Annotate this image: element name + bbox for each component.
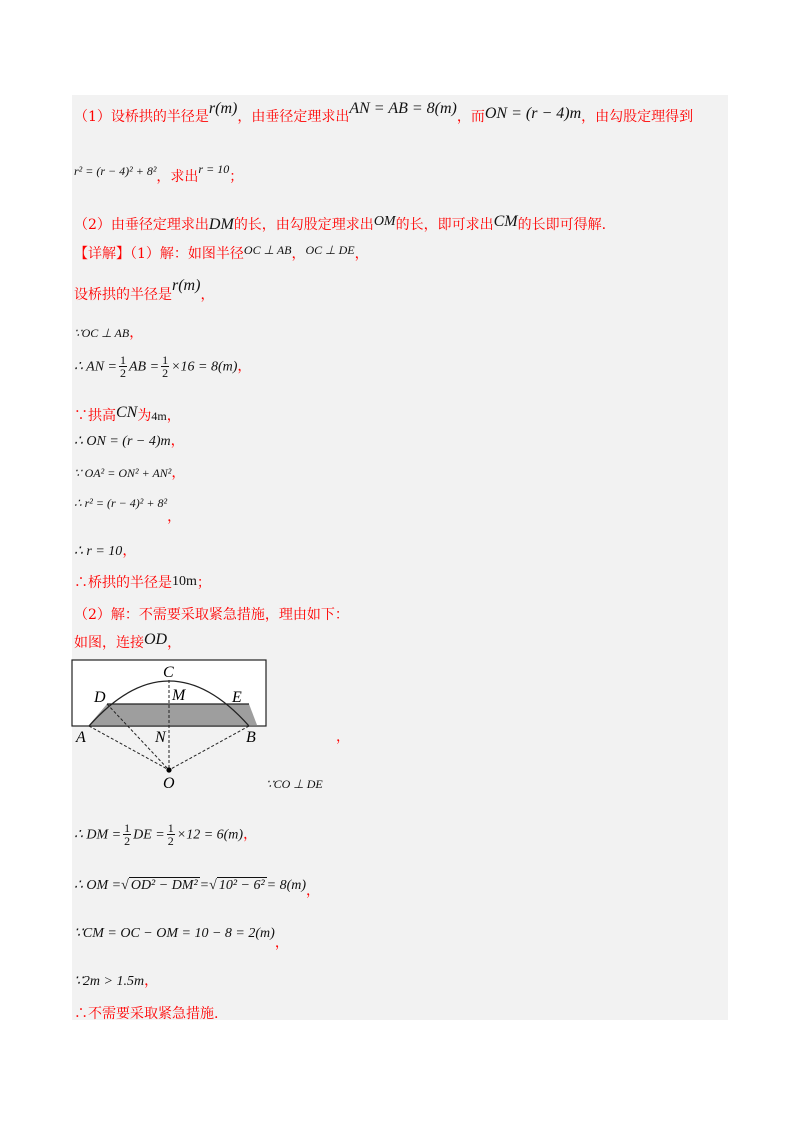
label-a: A	[76, 729, 86, 746]
text: ，	[144, 973, 159, 989]
detail-line-10	[74, 572, 211, 592]
math: DE =	[133, 827, 165, 843]
detail-line-5	[74, 405, 181, 425]
point-o	[166, 767, 171, 772]
denominator: 2	[124, 834, 131, 848]
line-bo	[169, 726, 249, 770]
comma-after-figure	[336, 726, 350, 746]
math-om: OM	[373, 214, 396, 229]
text: 【详解】（1）解：如图半径	[74, 246, 244, 262]
sqrt-symbol: √	[209, 878, 217, 893]
fraction	[161, 354, 169, 379]
label-d: D	[94, 689, 106, 706]
math-10m: 10m	[172, 574, 197, 589]
text: （2）由垂径定理求出	[74, 217, 209, 233]
text: ，	[171, 465, 186, 481]
text: ，	[274, 935, 289, 951]
text: ∵拱高	[74, 408, 116, 424]
math-oc-ab: OC ⊥ AB	[243, 243, 292, 257]
math: ∴ r = 10	[74, 544, 123, 559]
math: = 8(m)	[266, 878, 307, 893]
detail-line-13	[266, 776, 323, 792]
text: 如图，连接	[74, 635, 144, 651]
text: ，	[354, 246, 369, 262]
math-cn: CN	[116, 404, 138, 421]
text: ∴桥拱的半径是	[74, 575, 172, 591]
text: ，	[200, 287, 215, 303]
math: ×16 = 8(m)	[171, 359, 238, 375]
math: ∵CM = OC − OM = 10 − 8 = 2(m)	[74, 926, 275, 941]
sqrt-symbol: √	[121, 878, 129, 893]
math-r: r(m)	[172, 277, 201, 294]
text: ，	[336, 729, 350, 745]
fraction	[119, 354, 127, 379]
analysis-line-1	[74, 100, 694, 126]
detail-line-15	[74, 874, 321, 899]
sqrt-content: OD² − DM²	[130, 878, 198, 893]
text: （1）设桥拱的半径是	[74, 109, 209, 125]
fraction	[123, 822, 131, 847]
fraction	[167, 822, 175, 847]
detail-line-4	[74, 354, 251, 379]
detail-line-6	[74, 430, 185, 450]
text: ，	[291, 246, 306, 262]
detail-line-1	[74, 243, 369, 263]
text: ，由勾股定理得到	[581, 109, 694, 125]
math: ∴ AN =	[74, 359, 117, 375]
label-c: C	[163, 664, 174, 681]
text: ，	[122, 543, 137, 559]
denominator: 2	[120, 366, 126, 380]
detail-line-9	[74, 540, 136, 560]
bridge-arch-diagram	[68, 658, 278, 790]
detail-line-14	[74, 822, 257, 847]
numerator: 1	[124, 821, 131, 835]
math-4m: 4m	[151, 409, 167, 423]
math: ∵OC ⊥ AB	[74, 326, 130, 340]
text: 的长，即可求出	[395, 217, 494, 233]
math-cm: CM	[493, 213, 518, 230]
text: ，而	[456, 109, 485, 125]
math: ×12 = 6(m)	[176, 827, 244, 843]
analysis-line-3	[74, 214, 606, 234]
numerator: 1	[167, 821, 174, 835]
text: 的长，由勾股定理求出	[233, 217, 374, 233]
math-eq: r² = (r − 4)² + 8²	[74, 164, 157, 178]
detail-line-12	[74, 632, 181, 652]
denominator: 2	[167, 834, 174, 848]
analysis-line-2	[74, 162, 244, 186]
text: ；	[229, 169, 244, 185]
math: ∴ r² = (r − 4)² + 8²	[74, 496, 168, 510]
math: ∴ OM =	[74, 878, 122, 893]
text: ；	[196, 575, 211, 591]
label-m: M	[172, 687, 186, 704]
label-o: O	[163, 775, 175, 790]
text: ，	[237, 358, 252, 375]
numerator: 1	[162, 353, 169, 367]
text: ∴不需要采取紧急措施.	[74, 1006, 219, 1022]
text: ，	[166, 408, 181, 424]
math-on: ON = (r − 4)m	[484, 105, 582, 122]
math: ∴ DM =	[74, 827, 122, 843]
text: ，求出	[156, 169, 199, 185]
math: ∴ ON = (r − 4)m	[74, 434, 171, 449]
text: （2）解：不需要采取紧急措施，理由如下：	[74, 607, 349, 623]
math: ∵ OA² = ON² + AN²	[74, 466, 172, 480]
text: ，	[167, 635, 182, 651]
math: ∵CO ⊥ DE	[266, 777, 323, 791]
sqrt-content: 10² − 6²	[218, 878, 265, 893]
math-r10: r = 10	[198, 162, 230, 176]
label-n: N	[155, 729, 166, 746]
detail-line-16	[74, 922, 289, 951]
label-b: B	[246, 729, 256, 746]
text: 的长即可得解.	[517, 217, 607, 233]
text: ，	[129, 325, 144, 341]
text: ，由垂径定理求出	[237, 109, 350, 125]
math: AB =	[129, 359, 160, 375]
shaded-region	[89, 704, 257, 725]
math-oc-de: OC ⊥ DE	[305, 243, 355, 257]
math-r: r(m)	[208, 100, 238, 117]
text: ，	[306, 883, 321, 899]
detail-line-7	[74, 462, 185, 482]
label-e: E	[232, 689, 242, 706]
detail-line-8	[74, 492, 182, 525]
text: ，	[243, 826, 258, 843]
detail-line-11	[74, 604, 349, 624]
detail-line-2	[74, 277, 215, 304]
text: ，	[170, 433, 185, 449]
text: ，	[167, 509, 182, 525]
detail-line-17	[74, 970, 158, 990]
text: 为	[137, 408, 152, 424]
math-od: OD	[144, 631, 168, 648]
detail-line-18	[74, 1003, 218, 1023]
numerator: 1	[120, 353, 126, 367]
math-an-ab: AN = AB = 8(m)	[349, 100, 457, 117]
text: 设桥拱的半径是	[74, 287, 172, 303]
math-dm: DM	[208, 216, 234, 233]
denominator: 2	[162, 366, 169, 380]
math: =	[199, 878, 210, 893]
math: ∵2m > 1.5m	[74, 974, 145, 989]
detail-line-3	[74, 322, 143, 342]
